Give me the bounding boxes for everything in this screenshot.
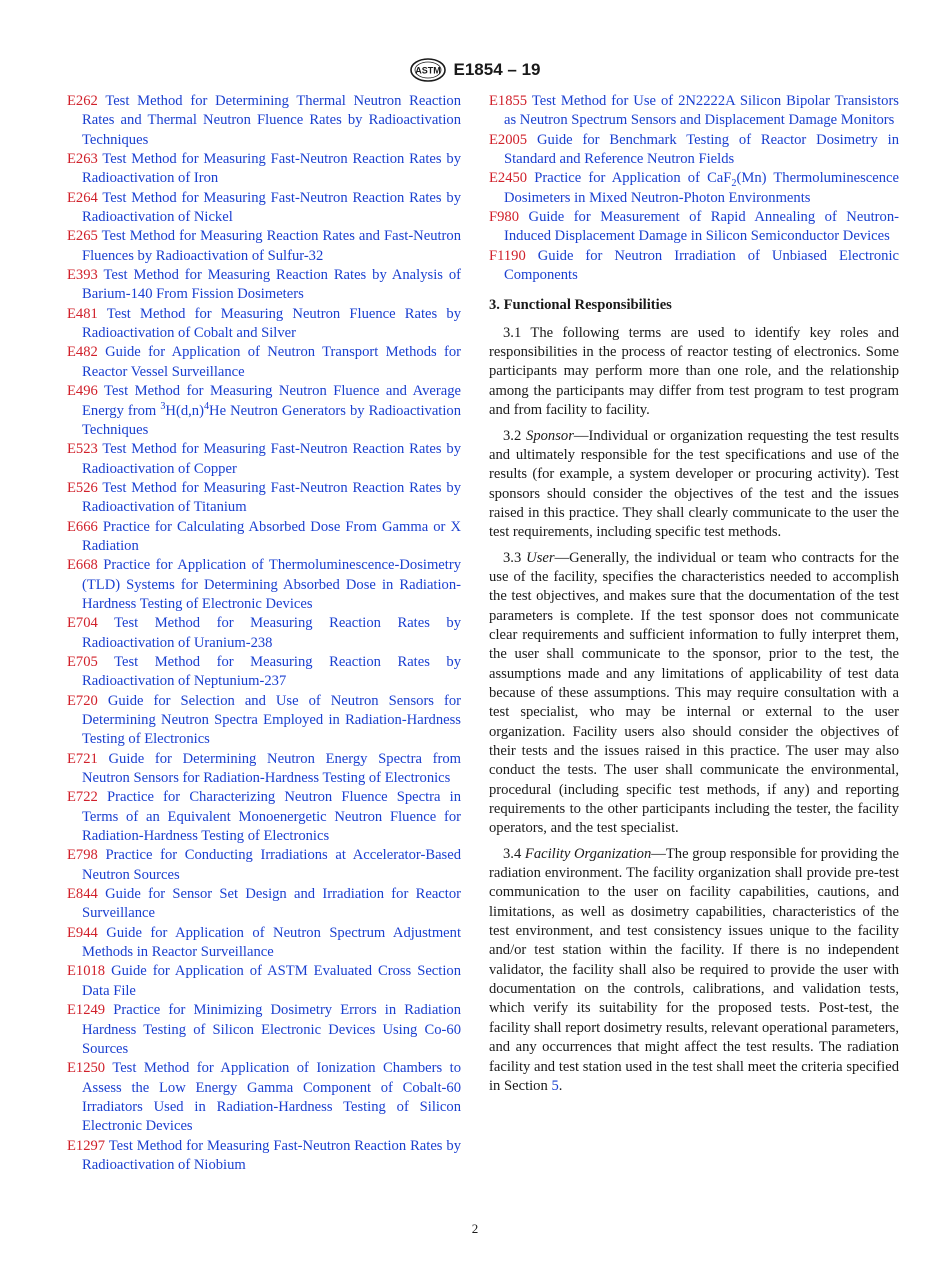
reference-title-link[interactable]: Practice for Calculating Absorbed Dose From Gamma or X Radiation (82, 518, 462, 554)
reference-code-link[interactable]: E704 (67, 615, 98, 632)
reference-code-link[interactable]: E526 (67, 479, 98, 496)
reference-title-link[interactable]: Guide for Selection and Use of Neutron Sensors for Determining Neutron Spectra Employed in Radiation-Hardness Testing of Electronics (82, 692, 462, 748)
reference-code-link[interactable]: E721 (67, 750, 98, 767)
term-sponsor: Sponsor (526, 427, 574, 444)
reference-item (67, 846, 461, 885)
reference-code-link[interactable]: E705 (67, 653, 98, 670)
reference-code-link[interactable]: E1297 (67, 1137, 106, 1154)
reference-code-link[interactable]: E798 (67, 847, 98, 864)
reference-title-link[interactable]: Test Method for Measuring Reaction Rates by Analysis of Barium-140 From Fission Dosimeters (82, 267, 461, 303)
reference-item (67, 150, 461, 189)
logo-text: ASTM (414, 65, 441, 76)
reference-title-link[interactable]: Guide for Neutron Irradiation of Unbiased Electronic Components (504, 247, 899, 284)
reference-title-link[interactable]: Test Method for Measuring Fast-Neutron Reaction Rates by Radioactivation of Copper (82, 441, 461, 477)
reference-code-link[interactable]: E523 (67, 441, 98, 458)
reference-code-link[interactable]: E1018 (67, 963, 106, 980)
reference-title-link[interactable]: Test Method for Application of Ionization Chambers to Assess the Low Energy Gamma Component of Cobalt-60 Irradiators Used in Radiation-Hardness Testing of Silicon Electronic Devices (82, 1060, 461, 1135)
reference-code-link[interactable]: F1190 (489, 247, 526, 264)
para-text: —Individual or organization requesting the test results and ultimately responsible for the test specifications and use of the results (for example, a system developer or procuring activity). Test sponsors should consider the objectives of the test and the issues raised in this practice. They shall clearly communicate to the user the test requirements, including specific test methods. (489, 427, 899, 541)
reference-item (67, 518, 461, 557)
reference-item (67, 788, 461, 846)
reference-code-link[interactable]: E482 (67, 344, 98, 361)
reference-title-link[interactable]: Practice for Minimizing Dosimetry Errors in Radiation Hardness Testing of Silicon Electronic Devices Using Co-60 Sources (82, 1002, 461, 1057)
reference-title-link[interactable]: Test Method for Measuring Fast-Neutron Reaction Rates by Radioactivation of Nickel (82, 189, 461, 226)
reference-item (67, 614, 461, 653)
left-column (67, 92, 461, 1175)
reference-code-link[interactable]: E668 (67, 557, 98, 574)
superscript: 3 (160, 400, 166, 412)
reference-code-link[interactable]: E496 (67, 383, 98, 400)
reference-item (67, 556, 461, 614)
reference-item (67, 440, 461, 479)
reference-item (67, 1137, 461, 1176)
para-text: —Generally, the individual or team who contracts for the use of the facility, specifies the characteristics needed to accomplish the test objectives, and makes sure that the documentation of the test parameters is complete. If the test sponsor does not communicate clear requirements and sufficient information to fully interpret them, the user shall communicate to the sponsor, prior to the test, the assumptions made and any limitations of applicability of test data because of these assumptions. This may require consultation with a test specialist, who may be internal or external to the user organization. Facility users also should consider the objectives of their tests and the issues raised in this practice. The user may also conduct the tests. The user shall communicate the environmental, procedural (including specific test methods, if any) and reporting requirements to the other participants including the tester, the facility operators, and the test specialist. (489, 549, 899, 837)
reference-code-link[interactable]: E944 (67, 924, 98, 941)
section-heading: 3. Functional Responsibilities (489, 297, 672, 314)
reference-item (489, 92, 899, 131)
reference-title-link[interactable]: Practice for Characterizing Neutron Fluence Spectra in Terms of an Equivalent Monoenergetic Neutron Fluence for Radiation-Hardness Testing of Electronics (82, 789, 461, 845)
title-part: He Neutron Generators by Radioactivation Techniques (82, 402, 462, 438)
reference-item (67, 750, 461, 789)
reference-code-link[interactable]: F980 (489, 209, 520, 226)
reference-title-link[interactable]: Test Method for Use of 2N2222A Silicon Bipolar Transistors as Neutron Spectrum Sensors and Displacement Damage Monitors (504, 93, 899, 129)
reference-code-link[interactable]: E2450 (489, 170, 528, 187)
reference-code-link[interactable]: E263 (67, 151, 98, 168)
reference-item (67, 266, 461, 305)
reference-item (67, 1001, 461, 1059)
reference-item (67, 92, 461, 150)
document-id: E1854 – 19 (453, 60, 541, 79)
reference-item (67, 382, 461, 440)
term-facility-organization: Facility Organization (524, 845, 652, 862)
reference-item (67, 653, 461, 692)
para-number: 3.4 (503, 845, 525, 862)
title-part: (Mn) Thermoluminescence Dosimeters in Mixed Neutron-Photon Environments (504, 170, 899, 206)
superscript: 4 (203, 400, 210, 412)
right-column (489, 92, 899, 1102)
reference-title-link[interactable]: Guide for Benchmark Testing of Reactor Dosimetry in Standard and Reference Neutron Fields (504, 131, 899, 168)
astm-logo (410, 58, 446, 82)
reference-item (67, 692, 461, 750)
term-user: User (526, 549, 555, 566)
reference-item (67, 1059, 461, 1136)
reference-code-link[interactable]: E393 (67, 267, 98, 284)
reference-title-link[interactable]: Practice for Application of Thermoluminescence-Dosimetry (TLD) Systems for Determining Absorbed Dose in Radiation-Hardness Testing of Electronic Devices (82, 557, 461, 612)
reference-title-link[interactable]: Test Method for Determining Thermal Neutron Reaction Rates and Thermal Neutron Fluence Rates by Radioactivation Techniques (82, 93, 461, 148)
reference-code-link[interactable]: E720 (67, 692, 98, 709)
reference-code-link[interactable]: E264 (67, 189, 98, 206)
page-number: 2 (471, 1221, 479, 1236)
reference-item (489, 131, 899, 170)
reference-item (67, 343, 461, 382)
reference-item (489, 247, 899, 286)
page-header (0, 58, 950, 82)
section-5-link[interactable]: 5 (551, 1077, 559, 1094)
reference-code-link[interactable]: E265 (67, 228, 98, 245)
reference-code-link[interactable]: E844 (67, 886, 98, 903)
reference-code-link[interactable]: E722 (67, 789, 98, 806)
reference-code-link[interactable]: E1855 (489, 93, 528, 109)
paragraph-3-1: 3.1 The following terms are used to identify key roles and responsibilities in the process of reactor testing of electronics. Some participants may perform more than one role, and the relationship among the participants may differ from test program to test program and from facility to facility. (489, 324, 899, 419)
reference-item (67, 479, 461, 518)
title-part: Test Method for Measuring Neutron Fluence and Average Energy from (82, 383, 461, 419)
reference-item (67, 962, 461, 1001)
subscript: 2 (731, 178, 737, 190)
reference-title-link[interactable]: Guide for Application of Neutron Transport Methods for Reactor Vessel Surveillance (82, 344, 461, 380)
title-part: Practice for Application of CaF (534, 170, 732, 187)
reference-code-link[interactable]: E1249 (67, 1002, 106, 1019)
reference-title-link[interactable]: Guide for Sensor Set Design and Irradiation for Reactor Surveillance (82, 886, 461, 922)
reference-title-link[interactable]: Guide for Application of ASTM Evaluated Cross Section Data File (82, 963, 461, 999)
reference-title-link[interactable]: Test Method for Measuring Reaction Rates by Radioactivation of Uranium-238 (82, 615, 462, 651)
reference-code-link[interactable]: E481 (67, 305, 98, 322)
paragraph-3-3 (489, 549, 899, 839)
reference-item (489, 169, 899, 208)
reference-title-link[interactable]: Guide for Determining Neutron Energy Spectra from Neutron Sensors for Radiation-Hardness Testing of Electronics (82, 750, 461, 787)
para-end: . (558, 1077, 563, 1094)
reference-item (67, 305, 461, 344)
reference-item (489, 208, 899, 247)
reference-title-link[interactable]: Test Method for Measuring Fast-Neutron Reaction Rates by Radioactivation of Iron (82, 151, 461, 187)
reference-item (67, 227, 461, 266)
reference-code-link[interactable]: E2005 (489, 131, 528, 148)
reference-title-link[interactable]: Test Method for Measuring Reaction Rates and Fast-Neutron Fluences by Radioactivation of Sulfur-32 (82, 228, 461, 264)
para-text: —The group responsible for providing the radiation environment. The facility organization shall provide pre-test communication to the user on facility capabilities, cautions, and limitations, as well as dosimetry capabilities, characteristics of the test environment, and test consistency issues unique to the facility and/or test station within the facility. If there is no independent validator, the facility shall also be required to provide the user with documentation on the controls, calibrations, and validation tests, which verify its suitability for the proposed tests. Post-test, the facility shall report dosimetry results, relevant operational parameters, and any occurrences that might affect the test results. The radiation facility and test station used in the test shall meet the criteria specified in Section (489, 845, 900, 1094)
paragraph-3-4 (489, 845, 899, 1096)
reference-title-link[interactable]: Test Method for Measuring Reaction Rates by Radioactivation of Neptunium-237 (82, 653, 462, 690)
title-part: H(d,n) (165, 402, 204, 419)
reference-title-link[interactable]: Guide for Application of Neutron Spectrum Adjustment Methods in Reactor Surveillance (82, 924, 462, 961)
para-number: 3.2 (503, 427, 527, 444)
reference-title-link[interactable]: Guide for Measurement of Rapid Annealing of Neutron-Induced Displacement Damage in Silicon Semiconductor Devices (504, 209, 899, 245)
paragraph-3-2 (489, 427, 899, 543)
reference-code-link[interactable]: E666 (67, 518, 98, 535)
reference-title-link[interactable]: Test Method for Measuring Neutron Fluence Rates by Radioactivation of Cobalt and Silver (82, 305, 461, 342)
reference-item (67, 885, 461, 924)
reference-title-link[interactable] (82, 383, 461, 438)
para-number: 3.3 (503, 549, 527, 566)
reference-title-link[interactable]: Test Method for Measuring Fast-Neutron Reaction Rates by Radioactivation of Niobium (82, 1137, 461, 1173)
reference-code-link[interactable]: E1250 (67, 1060, 106, 1077)
reference-title-link[interactable] (504, 170, 899, 205)
reference-item (67, 189, 461, 228)
reference-item (67, 924, 461, 963)
reference-title-link[interactable]: Test Method for Measuring Fast-Neutron Reaction Rates by Radioactivation of Titanium (82, 479, 461, 516)
reference-title-link[interactable]: Practice for Conducting Irradiations at Accelerator-Based Neutron Sources (82, 847, 461, 883)
reference-code-link[interactable]: E262 (67, 93, 98, 109)
